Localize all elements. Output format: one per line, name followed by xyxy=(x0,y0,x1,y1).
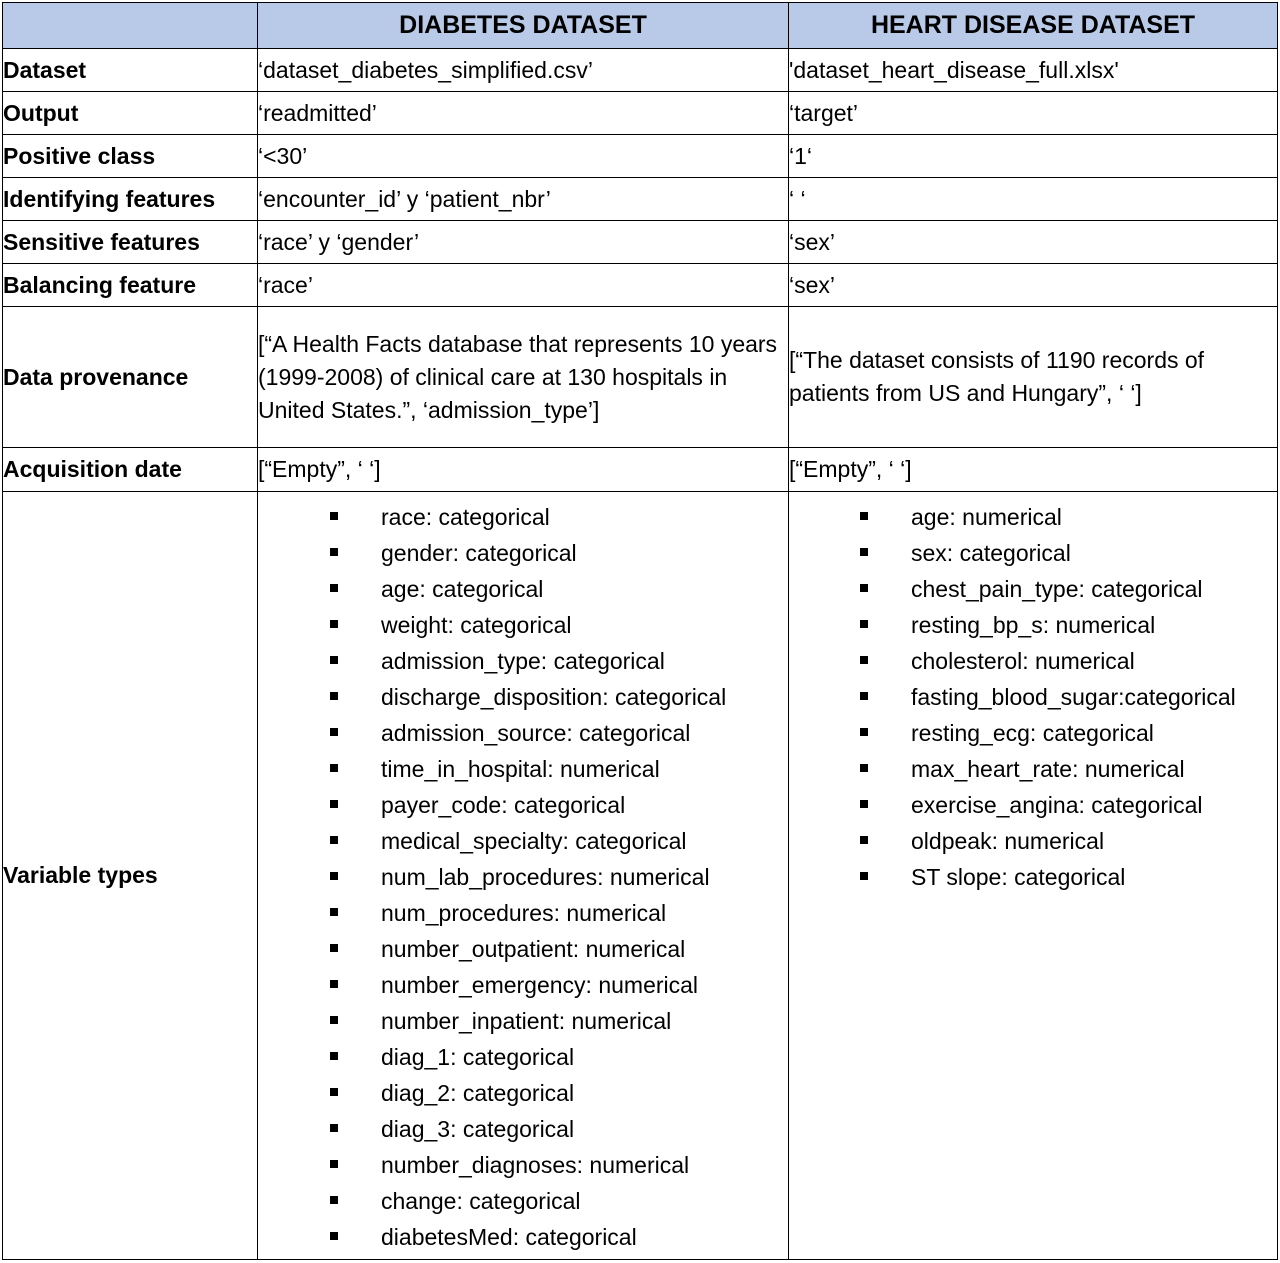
variable-text: discharge_disposition: categorical xyxy=(381,684,727,710)
variable-list-item xyxy=(258,538,788,574)
variable-list-item xyxy=(258,718,788,754)
variable-text: admission_source: categorical xyxy=(381,720,691,746)
square-bullet-icon xyxy=(330,1160,338,1168)
square-bullet-icon xyxy=(860,872,868,880)
square-bullet-icon xyxy=(860,800,868,808)
square-bullet-icon xyxy=(330,620,338,628)
variable-list-item xyxy=(789,790,1277,826)
diabetes-value: ‘encounter_id’ y ‘patient_nbr’ xyxy=(258,178,789,221)
square-bullet-icon xyxy=(860,728,868,736)
header-corner-cell xyxy=(3,3,258,49)
variable-text: race: categorical xyxy=(381,504,550,530)
row-data-provenance xyxy=(3,307,1278,448)
variable-text: resting_bp_s: numerical xyxy=(911,612,1156,638)
square-bullet-icon xyxy=(860,548,868,556)
diabetes-variable-list xyxy=(258,492,788,1258)
variable-text: oldpeak: numerical xyxy=(911,828,1105,854)
variable-text: number_diagnoses: numerical xyxy=(381,1152,690,1178)
square-bullet-icon xyxy=(330,764,338,772)
variable-list-item xyxy=(258,898,788,934)
variable-list-item xyxy=(789,754,1277,790)
row-sensitive-features xyxy=(3,221,1278,264)
square-bullet-icon xyxy=(330,692,338,700)
diabetes-value: [“Empty”, ‘ ‘] xyxy=(258,448,789,492)
square-bullet-icon xyxy=(330,548,338,556)
variable-text: fasting_blood_sugar:categorical xyxy=(911,684,1236,710)
variable-list-item xyxy=(258,1114,788,1150)
variable-text: cholesterol: numerical xyxy=(911,648,1135,674)
header-heart-disease-dataset: HEART DISEASE DATASET xyxy=(789,3,1278,49)
row-label: Data provenance xyxy=(3,307,258,448)
header-diabetes-dataset: DIABETES DATASET xyxy=(258,3,789,49)
diabetes-variable-list-cell xyxy=(258,492,789,1260)
diabetes-value: ‘dataset_diabetes_simplified.csv’ xyxy=(258,49,789,92)
variable-text: number_outpatient: numerical xyxy=(381,936,686,962)
variable-text: num_procedures: numerical xyxy=(381,900,667,926)
variable-list-item xyxy=(258,502,788,538)
square-bullet-icon xyxy=(330,908,338,916)
square-bullet-icon xyxy=(330,1088,338,1096)
heart-value: ‘sex’ xyxy=(789,221,1278,264)
row-identifying-features xyxy=(3,178,1278,221)
square-bullet-icon xyxy=(330,980,338,988)
square-bullet-icon xyxy=(860,656,868,664)
row-label: Balancing feature xyxy=(3,264,258,307)
square-bullet-icon xyxy=(330,584,338,592)
row-balancing-feature xyxy=(3,264,1278,307)
variable-list-item xyxy=(258,1222,788,1258)
square-bullet-icon xyxy=(330,800,338,808)
variable-text: age: numerical xyxy=(911,504,1062,530)
variable-text: change: categorical xyxy=(381,1188,581,1214)
variable-text: time_in_hospital: numerical xyxy=(381,756,660,782)
variable-text: ST slope: categorical xyxy=(911,864,1126,890)
diabetes-value: [“A Health Facts database that represents 10 years (1999-2008) of clinical care at 130 hospitals in United States.”, ‘admission_type’] xyxy=(258,307,789,448)
row-label: Sensitive features xyxy=(3,221,258,264)
variable-text: payer_code: categorical xyxy=(381,792,626,818)
heart-value: ‘sex’ xyxy=(789,264,1278,307)
variable-list-item xyxy=(258,1186,788,1222)
heart-variable-list-cell xyxy=(789,492,1278,1260)
variable-list-item xyxy=(258,862,788,898)
variable-list-item xyxy=(789,538,1277,574)
row-label: Acquisition date xyxy=(3,448,258,492)
row-positive-class xyxy=(3,135,1278,178)
row-dataset xyxy=(3,49,1278,92)
row-label: Output xyxy=(3,92,258,135)
square-bullet-icon xyxy=(330,944,338,952)
variable-text: admission_type: categorical xyxy=(381,648,665,674)
variable-text: diabetesMed: categorical xyxy=(381,1224,637,1250)
square-bullet-icon xyxy=(860,620,868,628)
diabetes-value: ‘race’ y ‘gender’ xyxy=(258,221,789,264)
variable-list-item xyxy=(258,1150,788,1186)
heart-variable-list xyxy=(789,492,1277,898)
variable-list-item xyxy=(789,574,1277,610)
square-bullet-icon xyxy=(330,1052,338,1060)
variable-text: chest_pain_type: categorical xyxy=(911,576,1203,602)
square-bullet-icon xyxy=(860,836,868,844)
heart-value: 'dataset_heart_disease_full.xlsx' xyxy=(789,49,1278,92)
variable-text: max_heart_rate: numerical xyxy=(911,756,1185,782)
heart-value: ‘1‘ xyxy=(789,135,1278,178)
header-row xyxy=(3,3,1278,49)
variable-text: gender: categorical xyxy=(381,540,577,566)
heart-value: ‘target’ xyxy=(789,92,1278,135)
square-bullet-icon xyxy=(860,692,868,700)
diabetes-value: ‘readmitted’ xyxy=(258,92,789,135)
variable-text: number_emergency: numerical xyxy=(381,972,699,998)
variable-text: diag_3: categorical xyxy=(381,1116,575,1142)
variable-list-item xyxy=(258,1078,788,1114)
variable-text: weight: categorical xyxy=(381,612,572,638)
variable-list-item xyxy=(258,682,788,718)
variable-list-item xyxy=(258,1006,788,1042)
heart-value: [“Empty”, ‘ ‘] xyxy=(789,448,1278,492)
variable-list-item xyxy=(789,682,1277,718)
row-acquisition-date xyxy=(3,448,1278,492)
variable-text: diag_2: categorical xyxy=(381,1080,575,1106)
variable-list-item xyxy=(258,790,788,826)
row-output xyxy=(3,92,1278,135)
heart-value: ‘ ‘ xyxy=(789,178,1278,221)
variable-text: resting_ecg: categorical xyxy=(911,720,1154,746)
row-label: Dataset xyxy=(3,49,258,92)
square-bullet-icon xyxy=(330,512,338,520)
variable-list-item xyxy=(258,610,788,646)
row-label: Positive class xyxy=(3,135,258,178)
variable-list-item xyxy=(789,718,1277,754)
variable-list-item xyxy=(258,646,788,682)
square-bullet-icon xyxy=(330,836,338,844)
square-bullet-icon xyxy=(860,512,868,520)
square-bullet-icon xyxy=(330,1232,338,1240)
square-bullet-icon xyxy=(860,584,868,592)
variable-list-item xyxy=(258,574,788,610)
variable-list-item xyxy=(258,826,788,862)
square-bullet-icon xyxy=(330,1016,338,1024)
variable-list-item xyxy=(789,826,1277,862)
variable-list-item xyxy=(789,862,1277,898)
square-bullet-icon xyxy=(330,1196,338,1204)
variable-list-item xyxy=(789,646,1277,682)
variable-list-item xyxy=(258,1042,788,1078)
square-bullet-icon xyxy=(330,728,338,736)
diabetes-value: ‘race’ xyxy=(258,264,789,307)
variable-list-item xyxy=(258,754,788,790)
variable-text: age: categorical xyxy=(381,576,544,602)
variable-list-item xyxy=(789,502,1277,538)
variable-text: sex: categorical xyxy=(911,540,1071,566)
square-bullet-icon xyxy=(330,1124,338,1132)
square-bullet-icon xyxy=(860,764,868,772)
heart-value: [“The dataset consists of 1190 records of patients from US and Hungary”, ‘ ‘] xyxy=(789,307,1278,448)
row-label: Variable types xyxy=(3,492,258,1260)
variable-text: number_inpatient: numerical xyxy=(381,1008,672,1034)
variable-text: medical_specialty: categorical xyxy=(381,828,687,854)
diabetes-value: ‘<30’ xyxy=(258,135,789,178)
row-label: Identifying features xyxy=(3,178,258,221)
variable-list-item xyxy=(258,970,788,1006)
variable-text: diag_1: categorical xyxy=(381,1044,575,1070)
square-bullet-icon xyxy=(330,656,338,664)
variable-text: num_lab_procedures: numerical xyxy=(381,864,710,890)
variable-text: exercise_angina: categorical xyxy=(911,792,1203,818)
square-bullet-icon xyxy=(330,872,338,880)
variable-list-item xyxy=(258,934,788,970)
dataset-comparison-table xyxy=(2,2,1278,1260)
variable-list-item xyxy=(789,610,1277,646)
row-variable-types xyxy=(3,492,1278,1260)
